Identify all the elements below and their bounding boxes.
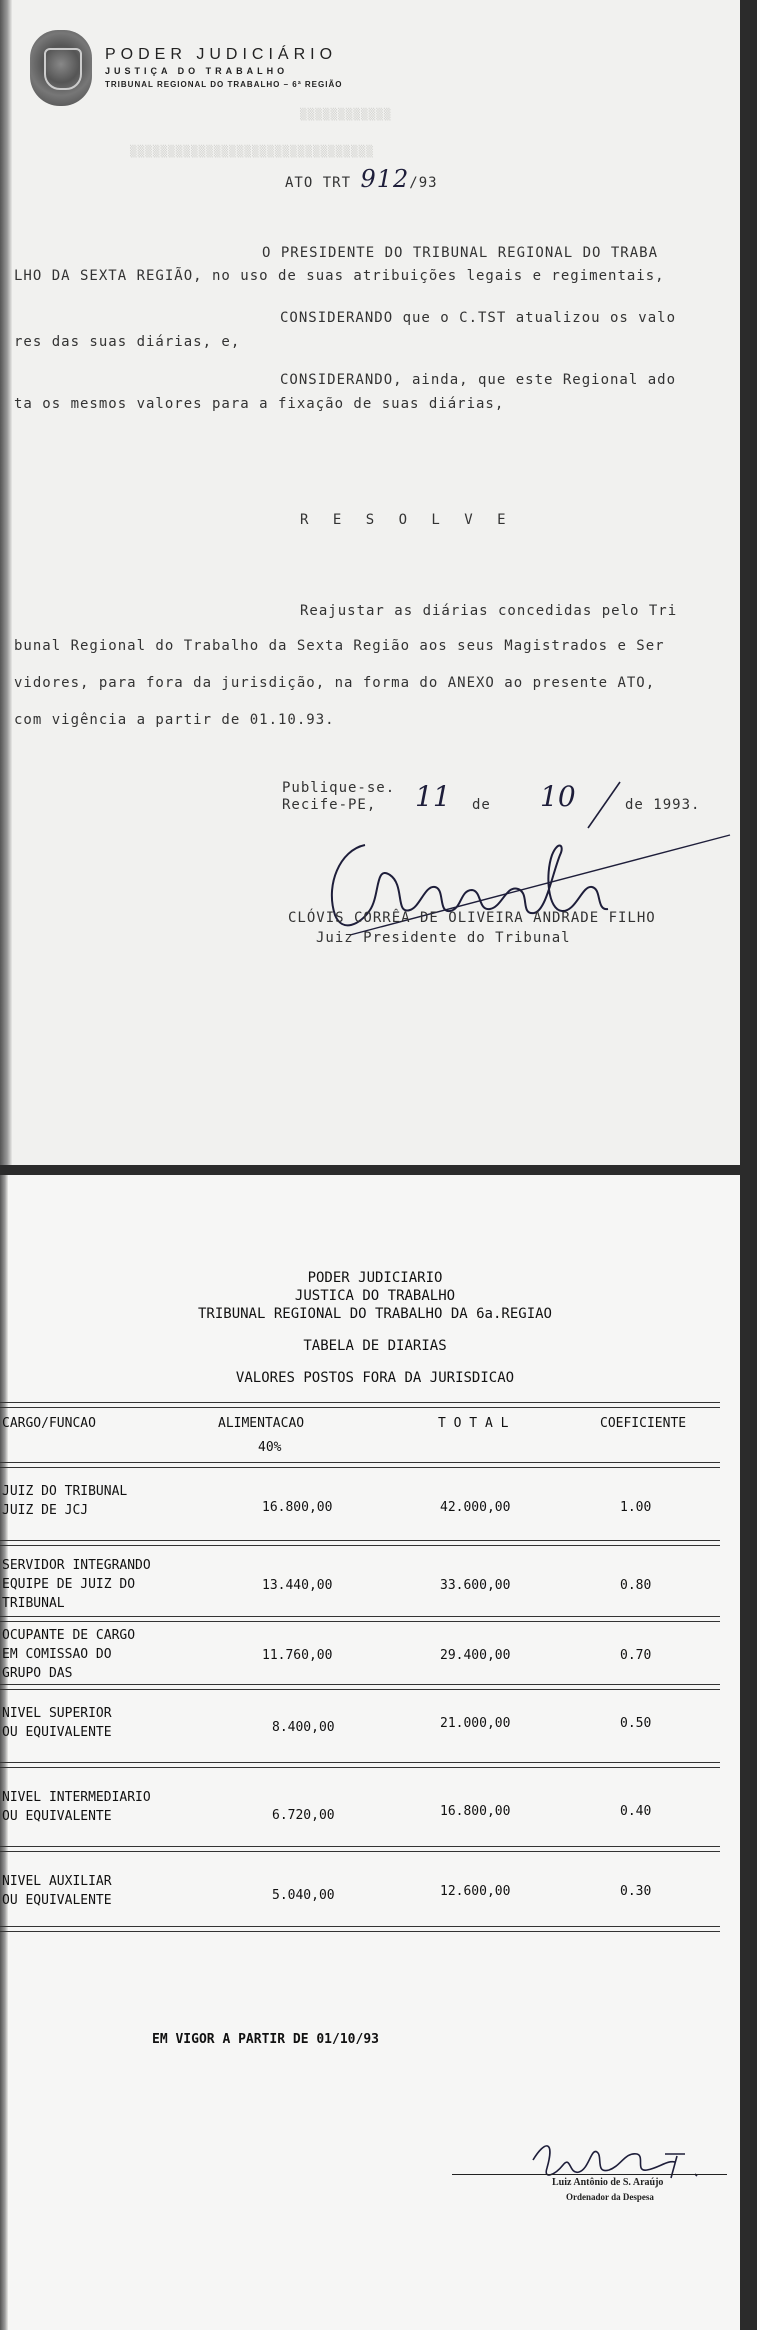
alimentacao-value: 8.400,00 — [272, 1720, 335, 1735]
table-rule — [0, 1762, 720, 1768]
total-value: 42.000,00 — [440, 1500, 511, 1515]
annex-header-line2: JUSTICA DO TRABALHO — [294, 1288, 456, 1304]
coeficiente-value: 0.30 — [620, 1884, 652, 1899]
page-binding-edge — [0, 0, 12, 1165]
bleed-through-line: ▒▒▒▒▒▒▒▒▒▒▒▒ — [300, 108, 392, 121]
coeficiente-value: 0.50 — [620, 1716, 652, 1731]
table-rule — [0, 1540, 720, 1546]
table-rule — [0, 1616, 720, 1622]
paragraph-2-line1: CONSIDERANDO que o C.TST atualizou os valo — [280, 310, 677, 326]
bleed-through-line: ▒▒▒▒▒▒▒▒▒▒▒▒▒▒▒▒▒▒▒▒▒▒▒▒▒▒▒▒▒▒▒▒ — [130, 145, 374, 158]
cargo-line: OU EQUIVALENTE — [2, 1893, 112, 1908]
col-header-alimentacao: ALIMENTACAO — [218, 1416, 305, 1431]
date-place: Recife-PE, — [282, 797, 377, 813]
date-month-handwritten: 10 — [540, 780, 576, 813]
alimentacao-value: 6.720,00 — [272, 1808, 335, 1823]
president-name: CLÓVIS CORRÊA DE OLIVEIRA ANDRADE FILHO — [288, 910, 656, 926]
total-value: 33.600,00 — [440, 1578, 511, 1593]
total-value: 16.800,00 — [440, 1804, 511, 1819]
date-de: de — [472, 797, 491, 813]
table-rule — [0, 1684, 720, 1690]
table-row — [2, 1788, 151, 1826]
cargo-line: SERVIDOR INTEGRANDO — [2, 1558, 151, 1573]
coat-of-arms-seal — [30, 30, 92, 106]
seal-shield — [44, 48, 82, 90]
coeficiente-value: 0.40 — [620, 1804, 652, 1819]
col-header-total: T O T A L — [438, 1416, 509, 1431]
table-rule — [0, 1402, 720, 1408]
cargo-line: NIVEL AUXILIAR — [2, 1874, 112, 1889]
table-row — [2, 1872, 112, 1910]
paragraph-4-line1: Reajustar as diárias concedidas pelo Tri — [300, 603, 678, 619]
paragraph-2-line2: res das suas diárias, e, — [14, 334, 241, 350]
cargo-line: OU EQUIVALENTE — [2, 1809, 112, 1824]
act-title-suffix: /93 — [409, 175, 438, 191]
cargo-line: NIVEL SUPERIOR — [2, 1706, 112, 1721]
coeficiente-value: 0.80 — [620, 1578, 652, 1593]
paragraph-1-line1: O PRESIDENTE DO TRIBUNAL REGIONAL DO TRABA — [262, 245, 659, 261]
paragraph-3-line2: ta os mesmos valores para a fixação de suas diárias, — [14, 396, 505, 412]
alimentacao-value: 16.800,00 — [262, 1500, 333, 1515]
president-title: Juiz Presidente do Tribunal — [316, 930, 571, 946]
alimentacao-percent: 40% — [258, 1440, 282, 1455]
cargo-line: JUIZ DO TRIBUNAL — [2, 1484, 128, 1499]
table-row — [2, 1704, 112, 1742]
letterhead-line1: PODER JUDICIÁRIO — [105, 46, 338, 63]
table-row — [2, 1482, 127, 1520]
act-number-handwritten: 912 — [360, 165, 410, 193]
col-header-cargo: CARGO/FUNCAO — [2, 1416, 96, 1431]
cargo-line: TRIBUNAL — [2, 1596, 65, 1611]
ordenador-title: Ordenador da Despesa — [566, 2192, 654, 2202]
cargo-line: EM COMISSAO DO — [2, 1647, 112, 1662]
table-rule — [0, 1926, 720, 1932]
cargo-line: OCUPANTE DE CARGO — [2, 1628, 136, 1643]
table-row — [2, 1556, 151, 1613]
total-value: 21.000,00 — [440, 1716, 511, 1731]
page-binding-edge — [0, 1175, 8, 2330]
cargo-line: EQUIPE DE JUIZ DO — [2, 1577, 136, 1592]
letterhead-line2: JUSTIÇA DO TRABALHO — [105, 66, 289, 76]
total-value: 29.400,00 — [440, 1648, 511, 1663]
paragraph-1-line2: LHO DA SEXTA REGIÃO, no uso de suas atribuições legais e regimentais, — [14, 268, 665, 284]
em-vigor-text: EM VIGOR A PARTIR DE 01/10/93 — [152, 2032, 379, 2047]
cargo-line: OU EQUIVALENTE — [2, 1725, 112, 1740]
cargo-line: GRUPO DAS — [2, 1666, 73, 1681]
table-rule — [0, 1462, 720, 1468]
resolve-heading: R E S O L V E — [300, 512, 514, 528]
signature-line — [452, 2174, 727, 2175]
table-row — [2, 1626, 135, 1683]
cargo-line: JUIZ DE JCJ — [2, 1503, 89, 1518]
paragraph-4-line3: vidores, para fora da jurisdição, na forma do ANEXO ao presente ATO, — [14, 675, 656, 691]
col-header-coeficiente: COEFICIENTE — [600, 1416, 687, 1431]
annex-header-line5: VALORES POSTOS FORA DA JURISDICAO — [235, 1370, 515, 1386]
annex-header-line3: TRIBUNAL REGIONAL DO TRABALHO DA 6a.REGIAO — [197, 1306, 552, 1322]
alimentacao-value: 13.440,00 — [262, 1578, 333, 1593]
act-page — [0, 0, 740, 1165]
paragraph-4-line4: com vigência a partir de 01.10.93. — [14, 712, 335, 728]
publique-text: Publique-se. — [282, 780, 396, 796]
date-year: de 1993. — [625, 797, 701, 813]
paragraph-4-line2: bunal Regional do Trabalho da Sexta Região aos seus Magistrados e Ser — [14, 638, 665, 654]
coeficiente-value: 0.70 — [620, 1648, 652, 1663]
alimentacao-value: 11.760,00 — [262, 1648, 333, 1663]
letterhead-line3: TRIBUNAL REGIONAL DO TRABALHO – 6ª REGIÃO — [105, 80, 343, 89]
date-day-handwritten: 11 — [415, 780, 451, 813]
total-value: 12.600,00 — [440, 1884, 511, 1899]
table-rule — [0, 1846, 720, 1852]
ordenador-name: Luiz Antônio de S. Araújo — [552, 2177, 664, 2188]
alimentacao-value: 5.040,00 — [272, 1888, 335, 1903]
annex-header-line4: TABELA DE DIARIAS — [303, 1338, 447, 1354]
act-title — [285, 165, 438, 193]
cargo-line: NIVEL INTERMEDIARIO — [2, 1790, 151, 1805]
coeficiente-value: 1.00 — [620, 1500, 652, 1515]
act-title-prefix: ATO TRT — [285, 175, 352, 191]
paragraph-3-line1: CONSIDERANDO, ainda, que este Regional ado — [280, 372, 677, 388]
annex-header-line1: PODER JUDICIARIO — [307, 1270, 443, 1286]
